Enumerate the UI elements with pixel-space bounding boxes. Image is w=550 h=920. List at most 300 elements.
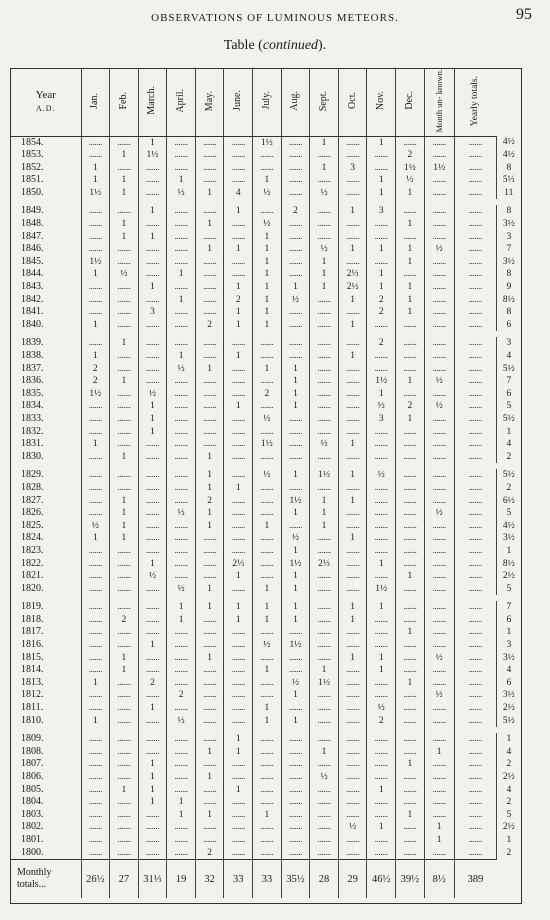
empty-dots: ....... — [310, 375, 339, 388]
month-column-header — [281, 69, 310, 136]
empty-dots: ....... — [195, 733, 224, 746]
count-cell: 1½ — [281, 558, 310, 571]
yearly-total-cell: 2½ — [496, 771, 521, 784]
empty-dots: ....... — [424, 809, 454, 822]
empty-dots: ....... — [454, 558, 496, 571]
count-cell: 1 — [367, 652, 396, 665]
yearly-total-cell: 4 — [496, 438, 521, 451]
year-cell: 1851. — [21, 174, 44, 186]
table-row — [11, 689, 521, 702]
year-cell: 1820. — [21, 582, 44, 594]
empty-dots: ....... — [110, 294, 139, 307]
monthly-totals-row — [11, 860, 521, 899]
year-cell: 1832. — [21, 425, 44, 437]
empty-dots: ....... — [138, 495, 167, 508]
table-row — [11, 187, 521, 200]
empty-dots: ....... — [338, 174, 367, 187]
empty-dots: ....... — [138, 583, 167, 596]
empty-dots: ....... — [110, 319, 139, 332]
count-cell: 1 — [310, 746, 339, 759]
empty-dots: ....... — [454, 231, 496, 244]
count-cell: 1½ — [253, 136, 282, 149]
yearly-total-cell: 3½ — [496, 256, 521, 269]
empty-dots: ....... — [367, 319, 396, 332]
empty-dots: ....... — [454, 218, 496, 231]
empty-dots: ....... — [454, 614, 496, 627]
count-cell: 1 — [396, 375, 425, 388]
monthly-total-cell: 35½ — [281, 860, 310, 899]
empty-dots: ....... — [81, 702, 110, 715]
empty-dots: ....... — [338, 746, 367, 759]
count-cell: 1 — [110, 784, 139, 797]
empty-dots: ....... — [310, 702, 339, 715]
empty-dots: ....... — [396, 821, 425, 834]
count-cell: ½ — [310, 771, 339, 784]
empty-dots: ....... — [396, 558, 425, 571]
year-cell: 1815. — [21, 651, 44, 663]
count-cell: 3 — [367, 205, 396, 218]
empty-dots: ....... — [281, 256, 310, 269]
empty-dots: ....... — [454, 256, 496, 269]
count-cell: 1 — [253, 174, 282, 187]
empty-dots: ....... — [367, 438, 396, 451]
empty-dots: ....... — [110, 426, 139, 439]
empty-dots: ....... — [224, 520, 253, 533]
year-cell: 1854. — [21, 136, 44, 148]
empty-dots: ....... — [167, 375, 196, 388]
table-row — [11, 601, 521, 614]
count-cell: 1 — [195, 218, 224, 231]
empty-dots: ....... — [454, 388, 496, 401]
yearly-total-cell: 8 — [496, 205, 521, 218]
empty-dots: ....... — [281, 451, 310, 464]
count-cell: 2 — [367, 294, 396, 307]
yearly-total-cell: 3½ — [496, 532, 521, 545]
empty-dots: ....... — [281, 771, 310, 784]
year-cell: 1846. — [21, 243, 44, 255]
empty-dots: ....... — [310, 294, 339, 307]
empty-dots: ....... — [224, 495, 253, 508]
empty-dots: ....... — [110, 136, 139, 149]
empty-dots: ....... — [167, 438, 196, 451]
count-cell: 1 — [195, 771, 224, 784]
count-cell: 2 — [110, 614, 139, 627]
empty-dots: ....... — [338, 570, 367, 583]
count-cell: 2 — [138, 677, 167, 690]
table-row — [11, 482, 521, 495]
month-header-label: Sept. — [318, 90, 330, 111]
empty-dots: ....... — [167, 482, 196, 495]
empty-dots: ....... — [110, 205, 139, 218]
empty-dots: ....... — [110, 733, 139, 746]
empty-dots: ....... — [167, 847, 196, 860]
empty-dots: ....... — [167, 319, 196, 332]
empty-dots: ....... — [281, 438, 310, 451]
empty-dots: ....... — [310, 614, 339, 627]
empty-dots: ....... — [110, 570, 139, 583]
year-cell: 1838. — [21, 350, 44, 362]
month-column-header — [110, 69, 139, 136]
empty-dots: ....... — [424, 796, 454, 809]
empty-dots: ....... — [310, 400, 339, 413]
empty-dots: ....... — [367, 626, 396, 639]
count-cell: 1 — [81, 162, 110, 175]
table-row — [11, 451, 521, 464]
yearly-total-cell: 8 — [496, 306, 521, 319]
count-cell: 3 — [338, 162, 367, 175]
count-cell: 1½ — [138, 149, 167, 162]
month-header-label: July. — [260, 91, 272, 111]
count-cell: 1 — [281, 507, 310, 520]
empty-dots: ....... — [310, 545, 339, 558]
monthly-total-cell: 26½ — [81, 860, 110, 899]
count-cell: 1 — [281, 388, 310, 401]
empty-dots: ....... — [367, 639, 396, 652]
empty-dots: ....... — [224, 174, 253, 187]
count-cell: ½ — [424, 375, 454, 388]
month-column-header — [396, 69, 425, 136]
empty-dots: ....... — [167, 702, 196, 715]
empty-dots: ....... — [454, 469, 496, 482]
empty-dots: ....... — [454, 363, 496, 376]
empty-dots: ....... — [81, 294, 110, 307]
empty-dots: ....... — [338, 218, 367, 231]
empty-dots: ....... — [253, 733, 282, 746]
empty-dots: ....... — [367, 451, 396, 464]
count-cell: 1 — [281, 570, 310, 583]
count-cell: 1 — [367, 558, 396, 571]
year-cell: 1809. — [21, 733, 44, 745]
empty-dots: ....... — [253, 545, 282, 558]
table-row — [11, 570, 521, 583]
empty-dots: ....... — [310, 205, 339, 218]
empty-dots: ....... — [367, 570, 396, 583]
empty-dots: ....... — [195, 532, 224, 545]
empty-dots: ....... — [338, 451, 367, 464]
empty-dots: ....... — [81, 652, 110, 665]
count-cell: 1 — [396, 413, 425, 426]
empty-dots: ....... — [138, 746, 167, 759]
year-cell: 1842. — [21, 293, 44, 305]
empty-dots: ....... — [81, 689, 110, 702]
table-row — [11, 375, 521, 388]
empty-dots: ....... — [454, 702, 496, 715]
empty-dots: ....... — [224, 136, 253, 149]
empty-dots: ....... — [167, 664, 196, 677]
count-cell: 1 — [367, 784, 396, 797]
count-cell: ½ — [367, 469, 396, 482]
empty-dots: ....... — [338, 149, 367, 162]
empty-dots: ....... — [281, 231, 310, 244]
empty-dots: ....... — [195, 784, 224, 797]
empty-dots: ....... — [195, 639, 224, 652]
empty-dots: ....... — [310, 809, 339, 822]
empty-dots: ....... — [338, 715, 367, 728]
empty-dots: ....... — [424, 482, 454, 495]
empty-dots: ....... — [338, 847, 367, 860]
empty-dots: ....... — [167, 218, 196, 231]
empty-dots: ....... — [424, 363, 454, 376]
count-cell: 1 — [281, 715, 310, 728]
empty-dots: ....... — [454, 162, 496, 175]
count-cell: 2½ — [338, 281, 367, 294]
empty-dots: ....... — [138, 319, 167, 332]
year-cell: 1840. — [21, 318, 44, 330]
month-header-label: Oct. — [346, 92, 358, 110]
empty-dots: ....... — [195, 570, 224, 583]
year-cell: 1839. — [21, 337, 44, 349]
count-cell: 1 — [281, 614, 310, 627]
yearly-total-cell: 2 — [496, 758, 521, 771]
table-row — [11, 746, 521, 759]
empty-dots: ....... — [424, 601, 454, 614]
empty-dots: ....... — [338, 400, 367, 413]
empty-dots: ....... — [367, 507, 396, 520]
count-cell: 1 — [253, 715, 282, 728]
empty-dots: ....... — [110, 482, 139, 495]
count-cell: 1 — [253, 702, 282, 715]
yearly-total-cell: 5 — [496, 583, 521, 596]
count-cell: 1 — [253, 583, 282, 596]
empty-dots: ....... — [310, 319, 339, 332]
count-cell: ½ — [338, 821, 367, 834]
empty-dots: ....... — [224, 162, 253, 175]
year-cell: 1829. — [21, 469, 44, 481]
yearly-total-cell: 4 — [496, 746, 521, 759]
empty-dots: ....... — [195, 689, 224, 702]
empty-dots: ....... — [396, 601, 425, 614]
count-cell: ½ — [253, 469, 282, 482]
empty-dots: ....... — [454, 507, 496, 520]
count-cell: 1 — [81, 677, 110, 690]
table-row — [11, 702, 521, 715]
table-row — [11, 294, 521, 307]
table-row — [11, 532, 521, 545]
month-column-header — [367, 69, 396, 136]
empty-dots: ....... — [281, 426, 310, 439]
empty-dots: ....... — [195, 677, 224, 690]
count-cell: 1 — [110, 520, 139, 533]
count-cell: 1 — [396, 187, 425, 200]
empty-dots: ....... — [81, 231, 110, 244]
empty-dots: ....... — [367, 149, 396, 162]
count-cell: 1 — [281, 400, 310, 413]
empty-dots: ....... — [424, 520, 454, 533]
empty-dots: ....... — [81, 614, 110, 627]
empty-dots: ....... — [224, 796, 253, 809]
empty-dots: ....... — [396, 337, 425, 350]
count-cell: 1 — [167, 809, 196, 822]
empty-dots: ....... — [396, 469, 425, 482]
empty-dots: ....... — [310, 652, 339, 665]
empty-dots: ....... — [167, 639, 196, 652]
empty-dots: ....... — [310, 337, 339, 350]
year-cell: 1803. — [21, 808, 44, 820]
empty-dots: ....... — [454, 520, 496, 533]
table-row — [11, 821, 521, 834]
empty-dots: ....... — [195, 149, 224, 162]
empty-dots: ....... — [167, 231, 196, 244]
count-cell: 1 — [110, 652, 139, 665]
empty-dots: ....... — [81, 809, 110, 822]
count-cell: 1 — [167, 601, 196, 614]
empty-dots: ....... — [396, 847, 425, 860]
empty-dots: ....... — [224, 809, 253, 822]
empty-dots: ....... — [224, 821, 253, 834]
empty-dots: ....... — [81, 400, 110, 413]
empty-dots: ....... — [110, 256, 139, 269]
count-cell: 1 — [110, 174, 139, 187]
empty-dots: ....... — [281, 758, 310, 771]
empty-dots: ....... — [281, 652, 310, 665]
count-cell: 1 — [138, 281, 167, 294]
empty-dots: ....... — [110, 689, 139, 702]
empty-dots: ....... — [454, 294, 496, 307]
empty-dots: ....... — [138, 532, 167, 545]
count-cell: 2 — [367, 306, 396, 319]
empty-dots: ....... — [195, 758, 224, 771]
empty-dots: ....... — [454, 746, 496, 759]
count-cell: ½ — [310, 187, 339, 200]
empty-dots: ....... — [424, 570, 454, 583]
table-row — [11, 715, 521, 728]
empty-dots: ....... — [367, 426, 396, 439]
empty-dots: ....... — [138, 243, 167, 256]
empty-dots: ....... — [396, 834, 425, 847]
count-cell: 2 — [167, 689, 196, 702]
empty-dots: ....... — [396, 733, 425, 746]
empty-dots: ....... — [367, 495, 396, 508]
empty-dots: ....... — [396, 231, 425, 244]
count-cell: ½ — [424, 400, 454, 413]
year-cell: 1822. — [21, 557, 44, 569]
count-cell: 1 — [253, 243, 282, 256]
empty-dots: ....... — [253, 677, 282, 690]
empty-dots: ....... — [253, 451, 282, 464]
empty-dots: ....... — [396, 532, 425, 545]
count-cell: 1 — [367, 281, 396, 294]
empty-dots: ....... — [338, 482, 367, 495]
count-cell: 2 — [224, 294, 253, 307]
count-cell: ½ — [253, 413, 282, 426]
count-cell: 1 — [396, 243, 425, 256]
year-cell: 1818. — [21, 613, 44, 625]
count-cell: ½ — [424, 507, 454, 520]
empty-dots: ....... — [253, 784, 282, 797]
count-cell: 2⅓ — [310, 558, 339, 571]
table-row — [11, 413, 521, 426]
count-cell: 1 — [110, 451, 139, 464]
page-number: 95 — [516, 6, 532, 23]
count-cell: ½ — [424, 689, 454, 702]
empty-dots: ....... — [138, 733, 167, 746]
count-cell: 1 — [396, 758, 425, 771]
yearly-total-cell: 6 — [496, 677, 521, 690]
empty-dots: ....... — [396, 482, 425, 495]
empty-dots: ....... — [310, 784, 339, 797]
empty-dots: ....... — [81, 281, 110, 294]
count-cell: 2⅓ — [224, 558, 253, 571]
table-row — [11, 306, 521, 319]
empty-dots: ....... — [454, 205, 496, 218]
count-cell: 1 — [195, 520, 224, 533]
empty-dots: ....... — [195, 545, 224, 558]
empty-dots: ....... — [167, 626, 196, 639]
empty-dots: ....... — [310, 821, 339, 834]
empty-dots: ....... — [454, 664, 496, 677]
year-cell: 1827. — [21, 494, 44, 506]
empty-dots: ....... — [253, 758, 282, 771]
empty-dots: ....... — [224, 438, 253, 451]
empty-dots: ....... — [110, 583, 139, 596]
count-cell: 1½ — [281, 639, 310, 652]
empty-dots: ....... — [454, 187, 496, 200]
count-cell: 1 — [310, 664, 339, 677]
empty-dots: ....... — [454, 583, 496, 596]
monthly-totals-label — [11, 860, 81, 899]
yearly-total-cell: 5 — [496, 809, 521, 822]
empty-dots: ....... — [81, 306, 110, 319]
empty-dots: ....... — [310, 570, 339, 583]
table-row — [11, 495, 521, 508]
empty-dots: ....... — [195, 426, 224, 439]
count-cell: 1 — [424, 821, 454, 834]
empty-dots: ....... — [310, 583, 339, 596]
empty-dots: ....... — [81, 337, 110, 350]
empty-dots: ....... — [454, 639, 496, 652]
year-column-header — [11, 69, 81, 136]
table-row — [11, 388, 521, 401]
empty-dots: ....... — [167, 388, 196, 401]
year-cell: 1813. — [21, 676, 44, 688]
yearly-total-cell: 5 — [496, 400, 521, 413]
empty-dots: ....... — [253, 482, 282, 495]
empty-dots: ....... — [195, 388, 224, 401]
table-row — [11, 363, 521, 376]
empty-dots: ....... — [454, 337, 496, 350]
empty-dots: ....... — [281, 306, 310, 319]
monthly-total-cell: 8½ — [424, 860, 454, 899]
empty-dots: ....... — [367, 231, 396, 244]
count-cell: 1 — [396, 570, 425, 583]
count-cell: 1 — [110, 149, 139, 162]
yearly-total-cell: 6 — [496, 319, 521, 332]
empty-dots: ....... — [167, 243, 196, 256]
count-cell: 1 — [224, 306, 253, 319]
empty-dots: ....... — [454, 306, 496, 319]
empty-dots: ....... — [281, 482, 310, 495]
empty-dots: ....... — [81, 413, 110, 426]
yearly-total-cell: 4 — [496, 350, 521, 363]
empty-dots: ....... — [396, 438, 425, 451]
empty-dots: ....... — [310, 847, 339, 860]
count-cell: ½ — [253, 187, 282, 200]
empty-dots: ....... — [338, 689, 367, 702]
empty-dots: ....... — [454, 350, 496, 363]
empty-dots: ....... — [110, 715, 139, 728]
empty-dots: ....... — [367, 771, 396, 784]
empty-dots: ....... — [195, 702, 224, 715]
empty-dots: ....... — [310, 413, 339, 426]
empty-dots: ....... — [195, 821, 224, 834]
empty-dots: ....... — [110, 438, 139, 451]
empty-dots: ....... — [81, 570, 110, 583]
empty-dots: ....... — [138, 162, 167, 175]
count-cell: 1 — [81, 715, 110, 728]
count-cell: 1 — [195, 583, 224, 596]
empty-dots: ....... — [224, 413, 253, 426]
empty-dots: ....... — [195, 715, 224, 728]
